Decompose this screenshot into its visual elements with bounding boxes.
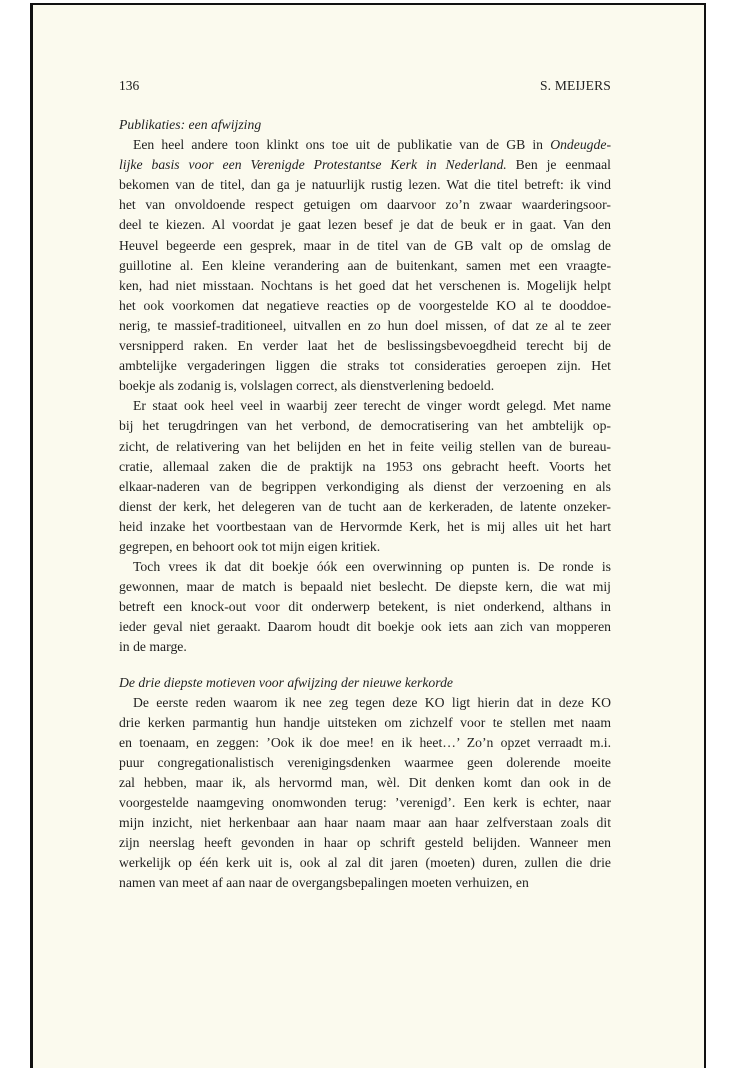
text-line [119,617,611,637]
text-line [119,416,611,436]
text-line [119,215,611,235]
text-segment: deel te kiezen. Al voordat je gaat lezen besef je dat de beuk er in gaat. Van den [119,217,611,233]
text-line [119,477,611,497]
text-line [119,155,611,175]
text-line [119,195,611,215]
text-segment: Toch vrees ik dat dit boekje óók een overwinning op punten is. De ronde is [133,559,611,575]
text-segment: zicht, de relativering van het belijden en het in feite veilig stellen van de bureau- [119,438,611,454]
text-line [119,457,611,477]
text-segment: Heuvel begeerde een gesprek, maar in de titel van de GB valt op de omslag de [119,237,611,253]
text-line [119,276,611,296]
text-line [119,376,611,396]
text-line [119,853,611,873]
text-segment: versnipperd raken. En verder laat het de beslissingsbevoegdheid terecht bij de [119,338,611,354]
text-line [119,537,611,557]
text-segment: werkelijk op één kerk uit is, ook al zal dit jaren (moeten) duren, zullen die drie [119,855,611,871]
text-segment: voorgestelde naamgeving onomwonden terug: ’verenigd’. Een kerk is echter, naar [119,795,611,811]
text-segment: mijn inzicht, niet herkenbaar aan haar naam maar aan haar zelfverstaan zoals dit [119,815,611,831]
text-line [119,256,611,276]
text-segment: betreft een knock-out voor dit onderwerp betekent, is niet onderkend, althans in [119,599,611,615]
text-line [119,175,611,195]
running-head-author: S. MEIJERS [539,78,611,93]
text-segment: gewonnen, maar de match is bepaald niet beslecht. De diepste kern, die wat mij [119,579,611,595]
section-heading: Publikaties: een afwijzing [119,117,262,132]
book-page [30,3,706,1068]
text-segment: elkaar-naderen van de begrippen verkondiging als dienst der verzoening en als [119,478,611,494]
text-line [119,316,611,336]
text-line [119,597,611,617]
text-segment: drie kerken parmantig hun handje uitsteken om zichzelf voor te stellen met naam [119,714,611,730]
text-segment: heid inzake het voortbestaan van de Hervormde Kerk, het is mij alles uit het hart [119,518,611,534]
text-line [119,733,611,753]
text-segment: Ben je eenmaal [506,157,611,173]
text-line [119,296,611,316]
text-segment: namen van meet af aan naar de overgangsbepalingen moeten verhuizen, en [119,875,529,891]
text-segment: puur congregationalistisch verenigingsdenken waarmee geen dolerende moeite [119,754,611,770]
text-line [119,833,611,853]
text-segment: boekje als zodanig is, volslagen correct, als dienstverlening bedoeld. [119,378,495,394]
text-line [119,813,611,833]
text-line [119,637,611,657]
text-segment: dienst der kerk, het delegeren van de tucht aan de kerkeraden, de latente onzeker- [119,498,611,514]
text-line [119,497,611,517]
text-segment: cratie, allemaal zaken die de praktijk na 1953 ons gebracht heeft. Voorts het [119,458,611,474]
text-segment: bij het terugdringen van het verbond, de democratisering van het ambtelijk op- [119,418,611,434]
text-line [119,396,611,416]
text-line [119,557,611,577]
text-line [119,577,611,597]
text-segment: Er staat ook heel veel in waarbij zeer terecht de vinger wordt gelegd. Met name [133,398,611,414]
text-segment: zijn neerslag heeft gevonden in haar op schrift gesteld belijden. Wanneer men [119,835,611,851]
text-segment: ambtelijke vergaderingen liggen die straks tot consideraties geroepen zijn. Het [119,358,611,374]
text-line [119,693,611,713]
text-line [119,873,611,893]
text-segment: het van onvoldoende respect getuigen om daarvoor zo’n zwaar waarderingsoor- [119,197,611,213]
section-gap [119,658,611,673]
text-line [119,713,611,733]
text-segment: zal hebben, maar ik, als hervormd man, wèl. Dit denken komt dan ook in de [119,775,611,790]
text-segment: guillotine al. Een kleine verandering aan de buitenkant, samen met een vraagte- [119,257,611,273]
text-segment: en toenaam, en zeggen: ’Ook ik doe mee! en ik heet…’ Zo’n opzet verraadt m.i. [119,734,611,750]
text-segment: nerig, te massief-traditioneel, uitvallen en zo hun doel missen, of dat ze al te zeer [119,317,611,333]
text-line [119,753,611,773]
text-segment: in de marge. [119,639,187,655]
text-segment: bekomen van de titel, dan ga je natuurlijk rustig lezen. Wat die titel betreft: ik vind [119,177,611,193]
italic-text: lijke basis voor een Verenigde Protestantse Kerk in Nederland. [119,157,507,173]
text-line [119,135,611,155]
page-number: 136 [119,78,140,93]
text-segment: gegrepen, en behoort ook tot mijn eigen kritiek. [119,538,381,554]
text-line [119,773,611,793]
body-text [119,115,611,894]
text-segment: ken, had niet misstaan. Nochtans is het goed dat het verschenen is. Mogelijk helpt [119,277,611,293]
text-segment: het ook voorkomen dat negatieve reacties op de voorgestelde KO al te dooddoe- [119,297,611,313]
text-line [119,236,611,256]
section-heading: De drie diepste motieven voor afwijzing der nieuwe kerkorde [119,674,453,690]
text-line [119,336,611,356]
italic-text: Ondeugde- [550,137,611,153]
text-segment: Een heel andere toon klinkt ons toe uit de publikatie van de GB in [133,137,551,153]
text-segment: ieder geval niet geraakt. Daarom houdt dit boekje ook iets aan zich van mopperen [119,619,611,635]
text-line [119,517,611,537]
text-line [119,356,611,376]
text-segment: De eerste reden waarom ik nee zeg tegen deze KO ligt hierin dat in deze KO [133,694,611,710]
text-line [119,793,611,813]
text-line [119,437,611,457]
